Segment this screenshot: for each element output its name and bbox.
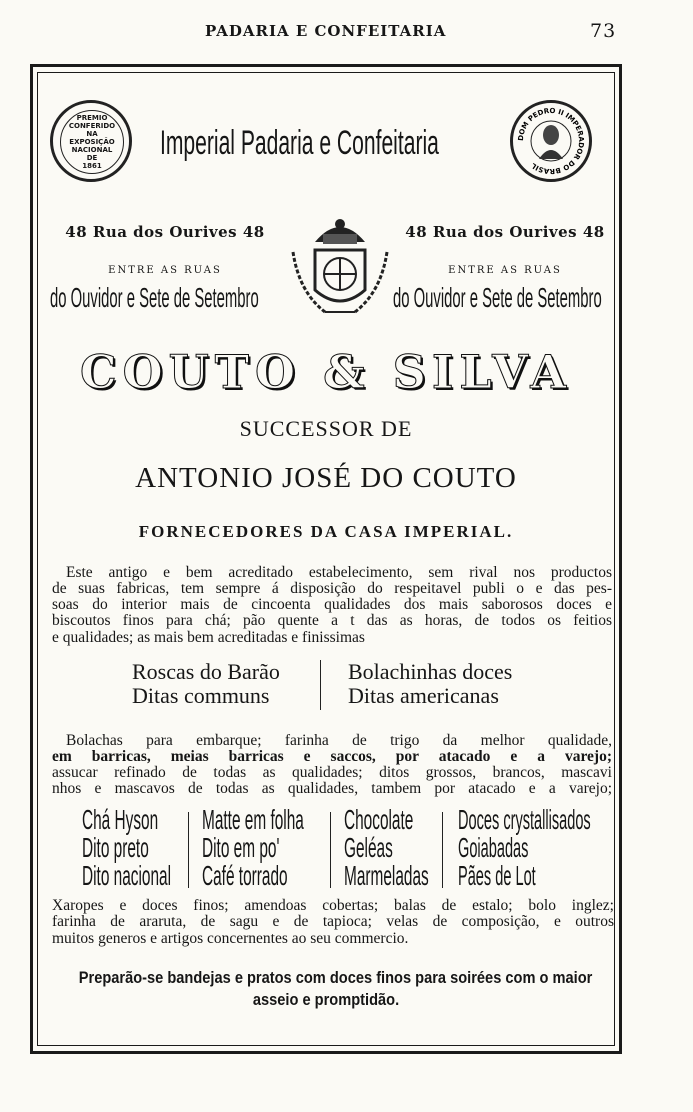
firm-successor: SUCCESSOR DE bbox=[239, 416, 413, 441]
products-b-col2: Matte em folha Dito em po' Café torrado bbox=[202, 804, 304, 891]
page-number: 73 bbox=[590, 20, 617, 42]
products-b-col3: Chocolate Geléas Marmeladas bbox=[344, 804, 429, 891]
exposition-medal-icon bbox=[50, 100, 132, 182]
products-a-left: Roscas do Barão Ditas communs bbox=[132, 659, 280, 708]
closing-note: Preparão-se bandejas e pratos com doces finos para soirées com o maior asseio e promptidão. bbox=[78, 968, 593, 1009]
address-right-street: 48 Rua dos Ourives 48 bbox=[405, 223, 605, 241]
products-b-divider-1 bbox=[188, 812, 189, 888]
products-b-divider-2 bbox=[330, 812, 331, 888]
products-b-col4: Doces crystallisados Goiabadas Pães de Lot bbox=[458, 804, 591, 891]
products-b-divider-3 bbox=[442, 812, 443, 888]
products-a-right: Bolachinhas doces Ditas americanas bbox=[348, 659, 513, 708]
firm-name: COUTO & SILVA bbox=[79, 345, 573, 399]
address-left-street: 48 Rua dos Ourives 48 bbox=[65, 223, 265, 241]
address-left-streets: do Ouvidor e Sete de Setembro bbox=[50, 282, 259, 313]
address-right-between: ENTRE AS RUAS bbox=[448, 265, 562, 276]
intro-paragraph: Este antigo e bem acreditado estabelecimento, sem rival nos productos de suas fabricas, tem sempre á disposição do respeitavel publi o e das pes- soas do interior mais de cincoenta qualidades dos mais saborosos doces e biscoutos finos para chá; pão quente a t das as horas, de todos os feitios e qualidades; as mais bem acreditadas e finissimas bbox=[52, 564, 612, 646]
header-title: Imperial Padaria e Confeitaria bbox=[160, 124, 439, 162]
emperor-medal-icon bbox=[510, 100, 592, 182]
products-a-divider bbox=[320, 660, 321, 710]
address-right-streets: do Ouvidor e Sete de Setembro bbox=[393, 282, 602, 313]
svg-text:DOM PEDRO II IMPERADOR DO BRAS: DOM PEDRO II IMPERADOR DO BRASIL bbox=[516, 106, 586, 176]
firm-predecessor: ANTONIO JOSÉ DO COUTO bbox=[135, 462, 517, 494]
emperor-portrait-icon bbox=[513, 103, 589, 179]
running-title: PADARIA E CONFEITARIA bbox=[205, 22, 447, 40]
xaropes-paragraph: Xaropes e doces finos; amendoas cobertas; balas de estalo; bolo inglez; farinha de araruta, de sagu e de tapioca; velas de composição, e outros muitos generos e artigos concernentes ao seu commercio. bbox=[52, 897, 614, 947]
imperial-coat-of-arms-icon bbox=[285, 212, 395, 332]
address-left-between: ENTRE AS RUAS bbox=[108, 265, 222, 276]
products-b-col1: Chá Hyson Dito preto Dito nacional bbox=[82, 804, 172, 891]
bolachas-paragraph: Bolachas para embarque; farinha de trigo da melhor qualidade, em barricas, meias barricas e saccos, por atacado e a varejo; assucar refinado de todas as qualidades; ditos grossos, brancos, mascavi nhos e mascavos de todas as qualidades, tambem por atacado e a varejo; bbox=[52, 732, 612, 797]
firm-supplier: FORNECEDORES DA CASA IMPERIAL. bbox=[138, 522, 514, 541]
medal-inscription: PREMIO CONFERIDO NA EXPOSIÇÃO NACIONAL DE 1861 bbox=[60, 110, 124, 174]
